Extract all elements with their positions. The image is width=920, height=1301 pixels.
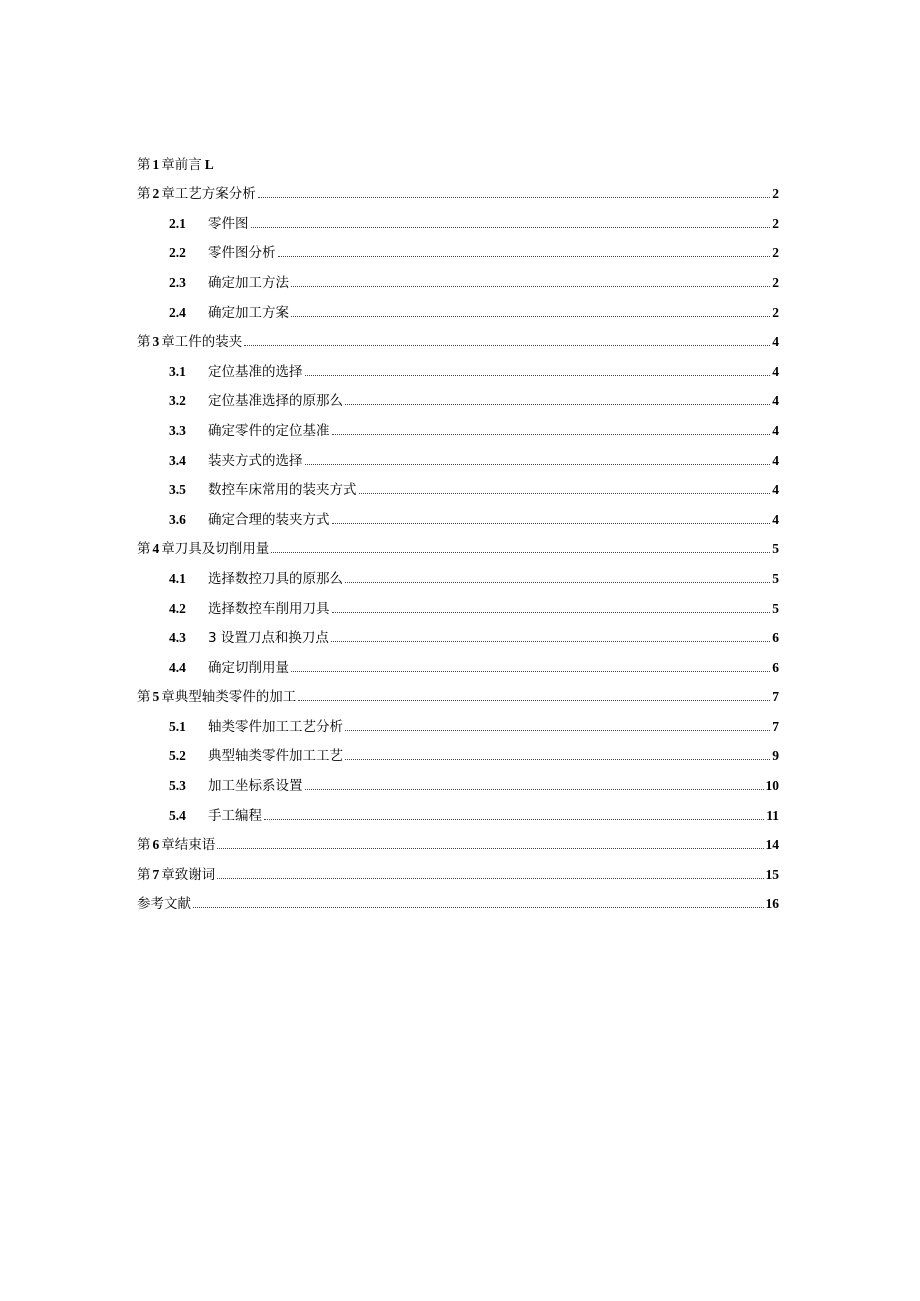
- toc-section-entry[interactable]: [137, 558, 779, 588]
- toc-chapter-entry[interactable]: [137, 825, 779, 855]
- section-number: 3.2: [169, 393, 186, 409]
- toc-entry-label: [137, 895, 191, 913]
- toc-section-entry[interactable]: [137, 440, 779, 470]
- toc-chapter-entry[interactable]: [137, 322, 779, 352]
- toc-entry-label: [169, 392, 343, 410]
- dot-leader: [305, 374, 771, 376]
- chapter-number: 4: [152, 541, 160, 557]
- toc-entry-label: [169, 274, 289, 292]
- toc-chapter-entry[interactable]: [137, 854, 779, 884]
- toc-entry-label: [169, 807, 262, 825]
- dot-leader: [264, 818, 764, 820]
- dot-leader: [258, 196, 771, 198]
- toc-entry-title: 定位基准选择的原那么: [208, 393, 343, 410]
- toc-entry-title: 确定加工方法: [208, 274, 289, 291]
- toc-entry-title: 章典型轴类零件的加工: [161, 689, 297, 706]
- toc-section-entry[interactable]: [137, 262, 779, 292]
- chapter-number: 5: [152, 689, 160, 705]
- dot-leader: [332, 522, 771, 524]
- dot-leader: [332, 611, 771, 613]
- chapter-prefix: 第: [137, 156, 151, 173]
- toc-chapter-entry[interactable]: [137, 529, 779, 559]
- chapter-prefix: 第: [137, 689, 151, 706]
- section-number: 3.1: [169, 363, 186, 379]
- chapter-suffix: L: [204, 156, 214, 172]
- toc-entry-title: 确定切削用量: [208, 659, 289, 676]
- toc-entry-title: 章结束语: [161, 837, 216, 854]
- dot-leader: [244, 344, 770, 346]
- toc-entry-title: 确定零件的定位基准: [208, 422, 330, 439]
- page-number: 2: [772, 304, 779, 320]
- chapter-prefix: 第: [137, 334, 151, 351]
- page-number: 10: [765, 778, 779, 794]
- section-number: 4.1: [169, 570, 186, 586]
- dot-leader: [193, 906, 764, 908]
- toc-entry-label: [169, 747, 343, 765]
- page-number: 9: [772, 748, 779, 764]
- toc-chapter-entry[interactable]: [137, 144, 779, 174]
- page-number: 2: [772, 274, 779, 290]
- page-number: 5: [772, 570, 779, 586]
- page-number: 2: [772, 215, 779, 231]
- toc-entry-label: [137, 688, 296, 706]
- section-number: 5.1: [169, 718, 186, 734]
- toc-entry-label: [169, 570, 343, 588]
- toc-entry-label: [137, 156, 214, 174]
- toc-entry-label: [169, 718, 343, 736]
- page-number: 5: [772, 541, 779, 557]
- table-of-contents: [137, 144, 779, 913]
- toc-section-entry[interactable]: [137, 351, 779, 381]
- chapter-prefix: 第: [137, 866, 151, 883]
- toc-entry-label: [137, 836, 215, 854]
- toc-section-entry[interactable]: [137, 203, 779, 233]
- dot-leader: [291, 285, 770, 287]
- toc-section-entry[interactable]: [137, 233, 779, 263]
- toc-entry-title: 章工件的装夹: [161, 334, 243, 351]
- toc-entry-label: [169, 304, 289, 322]
- dot-leader: [217, 847, 763, 849]
- toc-entry-title: 确定加工方案: [208, 304, 289, 321]
- toc-entry-label: [169, 452, 303, 470]
- dot-leader: [217, 877, 763, 879]
- toc-entry-label: [169, 777, 303, 795]
- page-number: 2: [772, 245, 779, 261]
- toc-chapter-entry[interactable]: [137, 884, 779, 914]
- toc-entry-title: 3 设置刀点和换刀点: [208, 630, 329, 647]
- toc-entry-label: [169, 215, 249, 233]
- toc-section-entry[interactable]: [137, 470, 779, 500]
- page-number: 4: [772, 511, 779, 527]
- page-number: 2: [772, 186, 779, 202]
- toc-section-entry[interactable]: [137, 588, 779, 618]
- toc-entry-label: [169, 363, 303, 381]
- toc-entry-title: 选择数控车削用刀具: [208, 600, 330, 617]
- toc-entry-title: 选择数控刀具的原那么: [208, 570, 343, 587]
- section-number: 2.1: [169, 215, 186, 231]
- page-number: 4: [772, 452, 779, 468]
- toc-entry-label: [169, 600, 330, 618]
- toc-entry-label: [169, 629, 329, 647]
- dot-leader: [345, 758, 770, 760]
- toc-entry-label: [169, 422, 330, 440]
- dot-leader: [345, 403, 770, 405]
- toc-entry-title: 章工艺方案分析: [161, 186, 256, 203]
- toc-section-entry[interactable]: [137, 292, 779, 322]
- dot-leader: [298, 699, 770, 701]
- chapter-number: 1: [152, 156, 160, 172]
- section-number: 3.5: [169, 482, 186, 498]
- toc-section-entry[interactable]: [137, 736, 779, 766]
- chapter-number: 2: [152, 186, 160, 202]
- section-number: 4.3: [169, 630, 186, 646]
- toc-entry-label: [169, 244, 276, 262]
- page-number: 4: [772, 393, 779, 409]
- toc-entry-title: 数控车床常用的装夹方式: [208, 482, 357, 499]
- toc-chapter-entry[interactable]: [137, 677, 779, 707]
- dot-leader: [345, 729, 770, 731]
- toc-entry-title: 零件图分析: [208, 245, 276, 262]
- dot-leader: [345, 581, 770, 583]
- toc-entry-label: [137, 540, 269, 558]
- dot-leader: [332, 433, 771, 435]
- toc-section-entry[interactable]: [137, 765, 779, 795]
- toc-entry-label: [169, 511, 330, 529]
- section-number: 4.4: [169, 659, 186, 675]
- toc-section-entry[interactable]: [137, 706, 779, 736]
- page-number: 4: [772, 334, 779, 350]
- toc-entry-label: [169, 659, 289, 677]
- toc-entry-title: 章致谢词: [161, 866, 216, 883]
- toc-entry-title: 轴类零件加工工艺分析: [208, 718, 343, 735]
- toc-section-entry[interactable]: [137, 795, 779, 825]
- chapter-prefix: 第: [137, 837, 151, 854]
- chapter-prefix: 第: [137, 186, 151, 203]
- dot-leader: [305, 788, 764, 790]
- dot-leader: [251, 226, 771, 228]
- toc-chapter-entry[interactable]: [137, 174, 779, 204]
- page-number: 6: [772, 659, 779, 675]
- toc-section-entry[interactable]: [137, 618, 779, 648]
- dot-leader: [291, 315, 770, 317]
- toc-entry-title: 确定合理的装夹方式: [208, 511, 330, 528]
- toc-entry-label: [137, 866, 215, 884]
- toc-entry-title: 加工坐标系设置: [208, 778, 303, 795]
- section-number: 5.3: [169, 778, 186, 794]
- toc-entry-title: 参考文献: [137, 896, 191, 913]
- section-number: 2.4: [169, 304, 186, 320]
- toc-entry-label: [137, 333, 242, 351]
- toc-entry-title: 零件图: [208, 215, 249, 232]
- page-number: 16: [765, 896, 779, 912]
- toc-entry-title: 装夹方式的选择: [208, 452, 303, 469]
- dot-leader: [278, 255, 771, 257]
- toc-entry-label: [137, 185, 256, 203]
- section-number: 5.4: [169, 807, 186, 823]
- section-number: 3.6: [169, 511, 186, 527]
- toc-entry-label: [169, 481, 357, 499]
- chapter-number: 3: [152, 334, 160, 350]
- page-number: 14: [765, 837, 779, 853]
- toc-entry-title: 章刀具及切削用量: [161, 541, 270, 558]
- section-number: 5.2: [169, 748, 186, 764]
- toc-section-entry[interactable]: [137, 410, 779, 440]
- page-number: 4: [772, 482, 779, 498]
- section-number: 3.3: [169, 422, 186, 438]
- page-number: 6: [772, 630, 779, 646]
- dot-leader: [331, 640, 770, 642]
- toc-section-entry[interactable]: [137, 381, 779, 411]
- page-number: 4: [772, 422, 779, 438]
- dot-leader: [271, 551, 770, 553]
- toc-entry-title: 章前言: [161, 156, 202, 173]
- toc-entry-title: 定位基准的选择: [208, 363, 303, 380]
- section-number: 2.3: [169, 274, 186, 290]
- dot-leader: [291, 670, 770, 672]
- section-number: 2.2: [169, 245, 186, 261]
- chapter-number: 7: [152, 866, 160, 882]
- toc-entry-title: 手工编程: [208, 807, 262, 824]
- page-number: 7: [772, 689, 779, 705]
- toc-section-entry[interactable]: [137, 647, 779, 677]
- section-number: 4.2: [169, 600, 186, 616]
- page-number: 7: [772, 718, 779, 734]
- chapter-prefix: 第: [137, 541, 151, 558]
- toc-entry-title: 典型轴类零件加工工艺: [208, 748, 343, 765]
- page-number: 11: [766, 807, 779, 823]
- page-number: 15: [765, 866, 779, 882]
- page-number: 4: [772, 363, 779, 379]
- section-number: 3.4: [169, 452, 186, 468]
- dot-leader: [305, 463, 771, 465]
- chapter-number: 6: [152, 837, 160, 853]
- page-number: 5: [772, 600, 779, 616]
- toc-section-entry[interactable]: [137, 499, 779, 529]
- dot-leader: [359, 492, 771, 494]
